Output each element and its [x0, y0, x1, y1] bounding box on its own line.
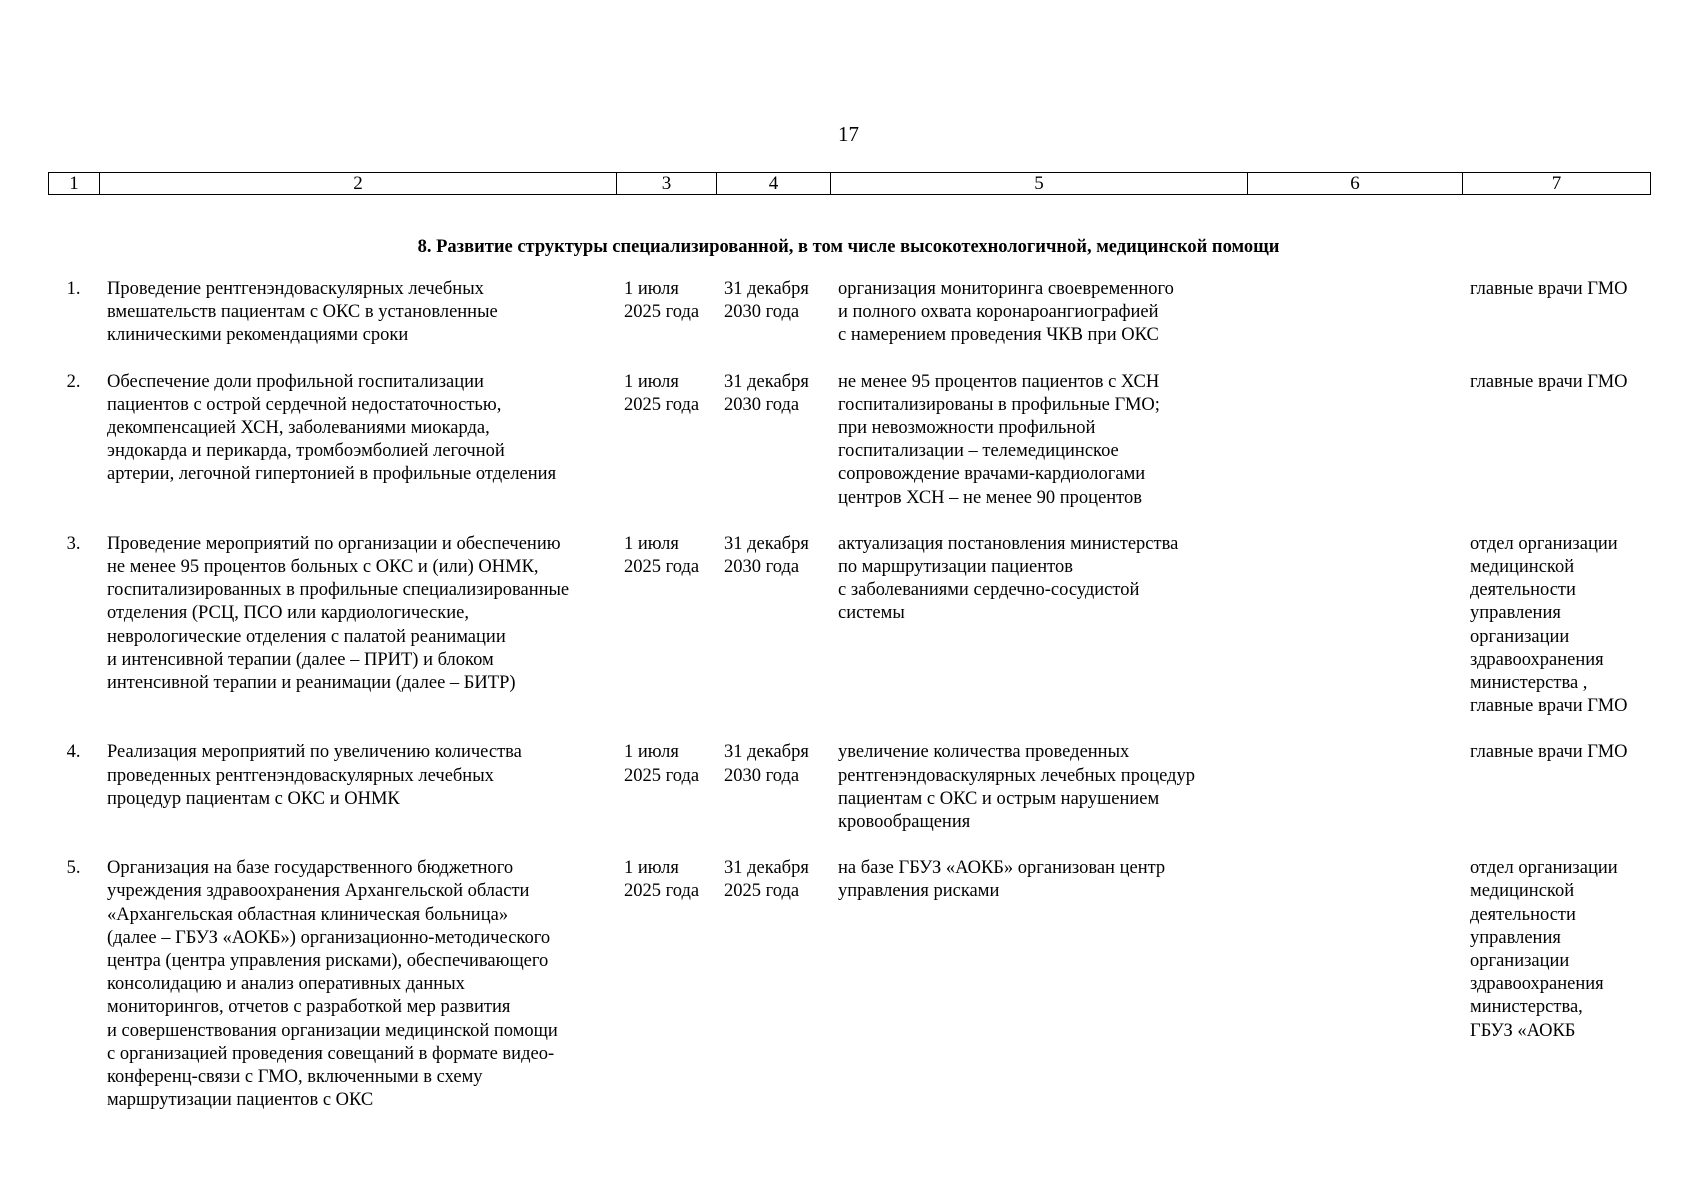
column-number-1: 1	[49, 173, 100, 195]
row-number: 3.	[66, 533, 81, 554]
end-date: 31 декабря 2030 года	[724, 371, 809, 415]
activity-text: Организация на базе государственного бюджетного учреждения здравоохранения Архангельской области «Архангельская областная клиническая больница» (далее – ГБУЗ «АОКБ») организационно-методического центра (центра управления рисками), обеспечивающего консолидацию и анализ оперативных данных мониторингов, отчетов с разработкой мер развития и совершенствования организации медицинской помощи с организацией проведения совещаний в формате видео- конференц-связи с ГМО, включенными в схему маршрутизации пациентов с ОКС	[107, 858, 558, 1111]
activities-table	[48, 278, 1650, 1136]
column-number-3: 3	[617, 173, 717, 195]
end-date: 31 декабря 2030 года	[724, 742, 809, 786]
expected-result: не менее 95 процентов пациентов с ХСН госпитализированы в профильные ГМО; при невозможности профильной госпитализации – телемедицинское сопровождение врачами-кардиологами центров ХСН – не менее 90 процентов	[838, 371, 1160, 508]
start-date: 1 июля 2025 года	[624, 371, 700, 415]
responsible: главные врачи ГМО	[1470, 279, 1628, 299]
responsible: отдел организации медицинской деятельности управления организации здравоохранения министерства , главные врачи ГМО	[1470, 533, 1628, 717]
table-row	[48, 278, 1650, 371]
table-row	[48, 741, 1650, 857]
column-6-cell	[1247, 278, 1462, 371]
row-number: 4.	[66, 742, 81, 763]
column-number-6: 6	[1248, 173, 1463, 195]
column-number-5: 5	[831, 173, 1248, 195]
end-date: 31 декабря 2030 года	[724, 533, 809, 578]
end-date: 31 декабря 2030 года	[724, 279, 809, 323]
expected-result: актуализация постановления министерства по маршрутизации пациентов с заболеваниями сердечно-сосудистой системы	[838, 533, 1179, 624]
activity-text: Обеспечение доли профильной госпитализации пациентов с острой сердечной недостаточностью, декомпенсацией ХСН, заболеваниями миокарда, эндокарда и перикарда, тромбоэмболией легочной артерии, легочной гипертонией в профильные отделения	[107, 371, 557, 485]
column-6-cell	[1247, 371, 1462, 533]
activity-text: Реализация мероприятий по увеличению количества проведенных рентгенэндоваскулярных лечебных процедур пациентам с ОКС и ОНМК	[107, 742, 522, 809]
column-6-cell	[1247, 533, 1462, 742]
expected-result: организация мониторинга своевременного и полного охвата коронароангиографией с намерением проведения ЧКВ при ОКС	[838, 279, 1174, 346]
table-row	[48, 533, 1650, 742]
column-6-cell	[1247, 857, 1462, 1135]
column-number-2: 2	[100, 173, 617, 195]
start-date: 1 июля 2025 года	[624, 858, 700, 902]
column-number-4: 4	[717, 173, 831, 195]
column-number-header	[48, 172, 1651, 195]
start-date: 1 июля 2025 года	[624, 742, 700, 786]
expected-result: на базе ГБУЗ «АОКБ» организован центр управления рисками	[838, 858, 1166, 902]
row-number: 5.	[66, 858, 81, 879]
start-date: 1 июля 2025 года	[624, 279, 700, 323]
end-date: 31 декабря 2025 года	[724, 858, 809, 902]
column-number-7: 7	[1463, 173, 1651, 195]
row-number: 2.	[66, 371, 81, 392]
section-title: 8. Развитие структуры специализированной, в том числе высокотехнологичной, медицинской помощи	[417, 237, 1280, 257]
table-row	[48, 371, 1650, 533]
row-number: 1.	[66, 279, 81, 299]
column-6-cell	[1247, 741, 1462, 857]
responsible: главные врачи ГМО	[1470, 371, 1628, 392]
table-row	[48, 857, 1650, 1135]
page-number: 17	[838, 122, 859, 146]
start-date: 1 июля 2025 года	[624, 533, 700, 578]
responsible: главные врачи ГМО	[1470, 742, 1628, 763]
activity-text: Проведение мероприятий по организации и обеспечению не менее 95 процентов больных с ОКС и (или) ОНМК, госпитализированных в профильные специализированные отделения (РСЦ, ПСО или кардиологические, неврологические отделения с палатой реанимации и интенсивной терапии (далее – ПРИТ) и блоком интенсивной терапии и реанимации (далее – БИТР)	[107, 533, 570, 694]
responsible: отдел организации медицинской деятельности управления организации здравоохранения министерства, ГБУЗ «АОКБ	[1470, 858, 1618, 1041]
expected-result: увеличение количества проведенных рентгенэндоваскулярных лечебных процедур пациентам с ОКС и острым нарушением кровообращения	[838, 742, 1195, 833]
activity-text: Проведение рентгенэндоваскулярных лечебных вмешательств пациентам с ОКС в установленные клиническими рекомендациями сроки	[107, 279, 498, 346]
